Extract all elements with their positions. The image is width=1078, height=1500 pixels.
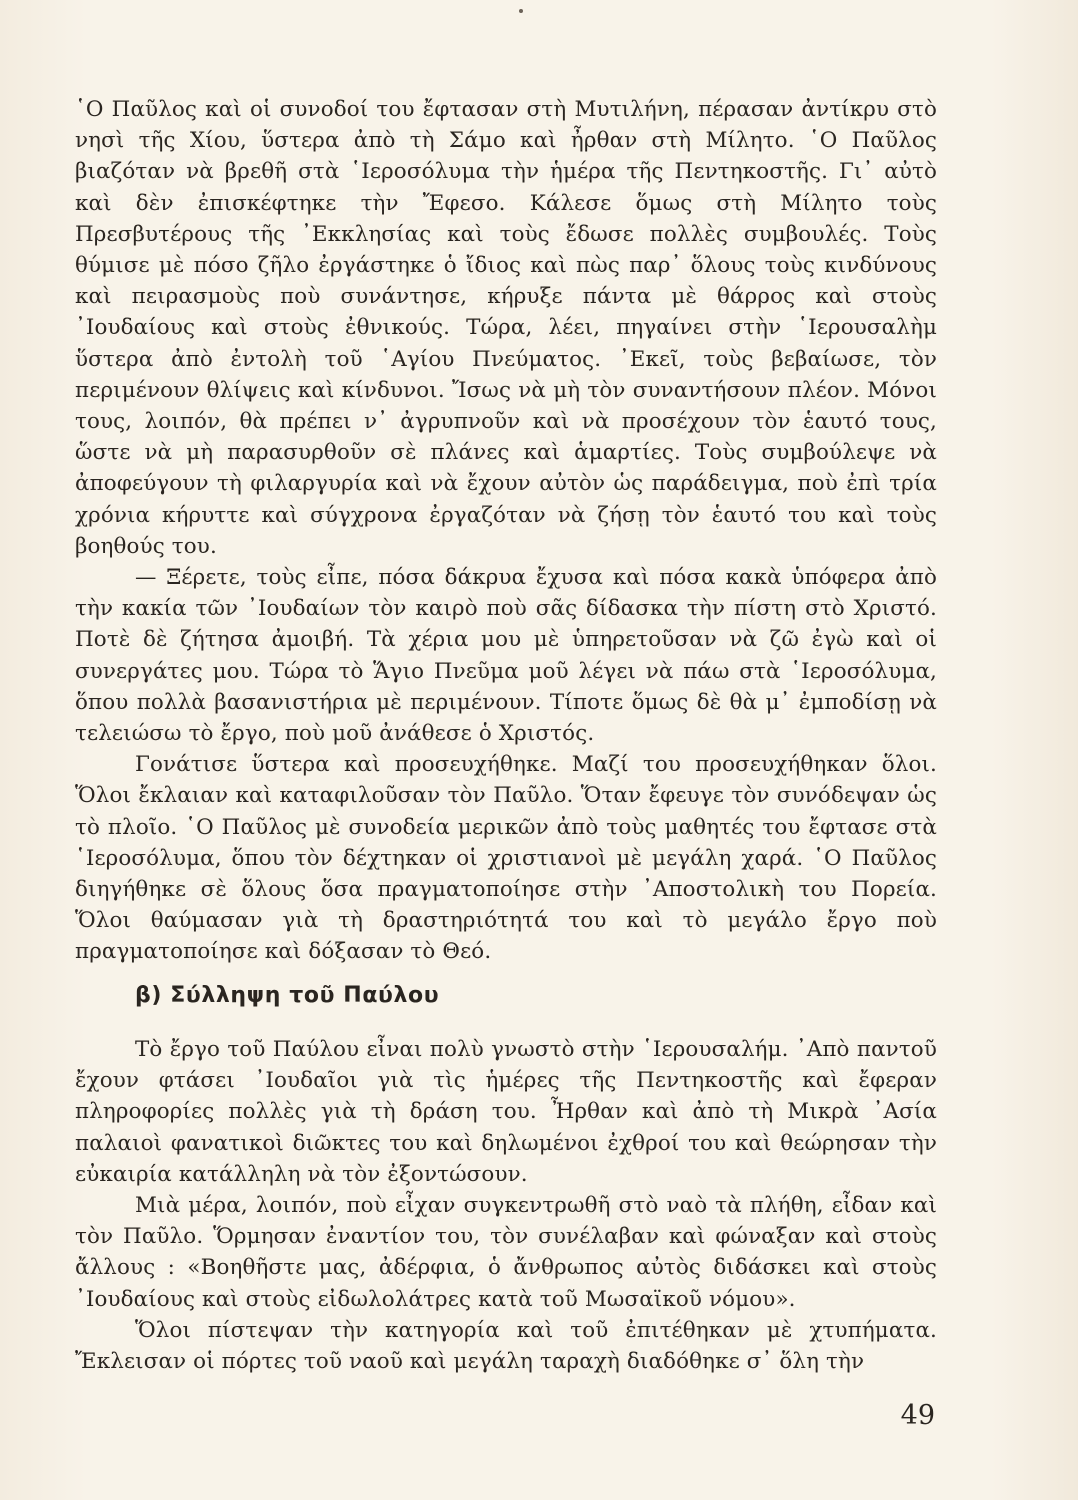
- paragraph: Τὸ ἔργο τοῦ Παύλου εἶναι πολὺ γνωστὸ στὴν ῾Ιερουσαλήμ. ᾿Απὸ παντοῦ ἔχουν φτάσει ᾿Ιουδαῖοι γιὰ τὶς ἡμέρες τῆς Πεντηκοστῆς καὶ ἔφεραν πληροφορίες πολλὲς γιὰ τὴ δράση του. Ἦρθαν καὶ ἀπὸ τὴ Μικρὰ ᾿Ασία παλαιοὶ φανατικοὶ διῶκτες του καὶ δηλωμένοι ἐχθροί του καὶ θεώρησαν τὴν εὐκαιρία κατάλληλη νὰ τὸν ἐξοντώσουν.: [75, 1037, 937, 1187]
- section-heading: β) Σύλληψη τοῦ Παύλου: [135, 983, 440, 1008]
- paragraph: Μιὰ μέρα, λοιπόν, ποὺ εἶχαν συγκεντρωθῆ στὸ ναὸ τὰ πλήθη, εἶδαν καὶ τὸν Παῦλο. Ὅρμησαν ἐναντίον του, τὸν συνέλαβαν καὶ φώναξαν καὶ στοὺς ἄλλους : «Βοηθῆστε μας, ἀδέρφια, ὁ ἄνθρωπος αὐτὸς διδάσκει καὶ στοὺς ᾿Ιουδαίους καὶ στοὺς εἰδωλολάτρες κατὰ τοῦ Μωσαϊκοῦ νόμου».: [75, 1193, 937, 1312]
- paragraph: — Ξέρετε, τοὺς εἶπε, πόσα δάκρυα ἔχυσα καὶ πόσα κακὰ ὑπόφερα ἀπὸ τὴν κακία τῶν ᾿Ιουδαίων τὸν καιρὸ ποὺ σᾶς δίδασκα τὴν πίστη στὸ Χριστό. Ποτὲ δὲ ζήτησα ἀμοιβή. Τὰ χέρια μου μὲ ὑπηρετοῦσαν νὰ ζῶ ἐγὼ καὶ οἱ συνεργάτες μου. Τώρα τὸ Ἅγιο Πνεῦμα μοῦ λέγει νὰ πάω στὰ ῾Ιεροσόλυμα, ὅπου πολλὰ βασανιστήρια μὲ περιμένουν. Τίποτε ὅμως δὲ θὰ μ᾿ ἐμποδίσῃ νὰ τελειώσω τὸ ἔργο, ποὺ μοῦ ἀνάθεσε ὁ Χριστός.: [75, 565, 937, 747]
- section-a-text: [75, 94, 937, 968]
- section-b-text: [75, 1034, 937, 1377]
- page-number: 49: [900, 1400, 935, 1431]
- printer-dot-mark: [519, 9, 523, 13]
- paragraph: ῾Ο Παῦλος καὶ οἱ συνοδοί του ἔφτασαν στὴ Μυτιλήνη, πέρασαν ἀντίκρυ στὸ νησὶ τῆς Χίου, ὕστερα ἀπὸ τὴ Σάμο καὶ ἦρθαν στὴ Μίλητο. ῾Ο Παῦλος βιαζόταν νὰ βρεθῆ στὰ ῾Ιεροσόλυμα τὴν ἡμέρα τῆς Πεντηκοστῆς. Γι᾿ αὐτὸ καὶ δὲν ἐπισκέφτηκε τὴν Ἔφεσο. Κάλεσε ὅμως στὴ Μίλητο τοὺς Πρεσβυτέρους τῆς ᾿Εκκλησίας καὶ τοὺς ἔδωσε πολλὲς συμβουλές. Τοὺς θύμισε μὲ πόσο ζῆλο ἐργάστηκε ὁ ἴδιος καὶ πὼς παρ᾿ ὅλους τοὺς κινδύνους καὶ πειρασμοὺς ποὺ συνάντησε, κήρυξε πάντα μὲ θάρρος καὶ στοὺς ᾿Ιουδαίους καὶ στοὺς ἐθνικούς. Τώρα, λέει, πηγαίνει στὴν ῾Ιερουσαλὴμ ὕστερα ἀπὸ ἐντολὴ τοῦ ῾Αγίου Πνεύματος. ᾿Εκεῖ, τοὺς βεβαίωσε, τὸν περιμένουν θλίψεις καὶ κίνδυνοι. Ἴσως νὰ μὴ τὸν συναντήσουν πλέον. Μόνοι τους, λοιπόν, θὰ πρέπει ν᾿ ἀγρυπνοῦν καὶ νὰ προσέχουν τὸν ἑαυτό τους, ὥστε νὰ μὴ παρασυρθοῦν σὲ πλάνες καὶ ἁμαρτίες. Τοὺς συμβούλεψε νὰ ἀποφεύγουν τὴ φιλαργυρία καὶ νὰ ἔχουν αὐτὸν ὡς παράδειγμα, ποὺ ἐπὶ τρία χρόνια κήρυττε καὶ σύγχρονα ἐργαζόταν νὰ ζήσῃ τὸν ἑαυτό του καὶ τοὺς βοηθούς του.: [75, 97, 937, 559]
- paragraph: Ὅλοι πίστεψαν τὴν κατηγορία καὶ τοῦ ἐπιτέθηκαν μὲ χτυπήματα. Ἔκλεισαν οἱ πόρτες τοῦ ναοῦ καὶ μεγάλη ταραχὴ διαδόθηκε σ᾿ ὅλη τὴν: [75, 1317, 937, 1375]
- paragraph: Γονάτισε ὕστερα καὶ προσευχήθηκε. Μαζί του προσευχήθηκαν ὅλοι. Ὅλοι ἔκλαιαν καὶ καταφιλοῦσαν τὸν Παῦλο. Ὅταν ἔφευγε τὸν συνόδεψαν ὡς τὸ πλοῖο. ῾Ο Παῦλος μὲ συνοδεία μερικῶν ἀπὸ τοὺς μαθητές του ἔφτασε στὰ ῾Ιεροσόλυμα, ὅπου τὸν δέχτηκαν οἱ χριστιανοὶ μὲ μεγάλη χαρά. ῾Ο Παῦλος διηγήθηκε σὲ ὅλους ὅσα πραγματοποίησε στὴν ᾿Αποστολικὴ του Πορεία. Ὅλοι θαύμασαν γιὰ τὴ δραστηριότητά του καὶ τὸ μεγάλο ἔργο ποὺ πραγματοποίησε καὶ δόξασαν τὸ Θεό.: [75, 752, 937, 965]
